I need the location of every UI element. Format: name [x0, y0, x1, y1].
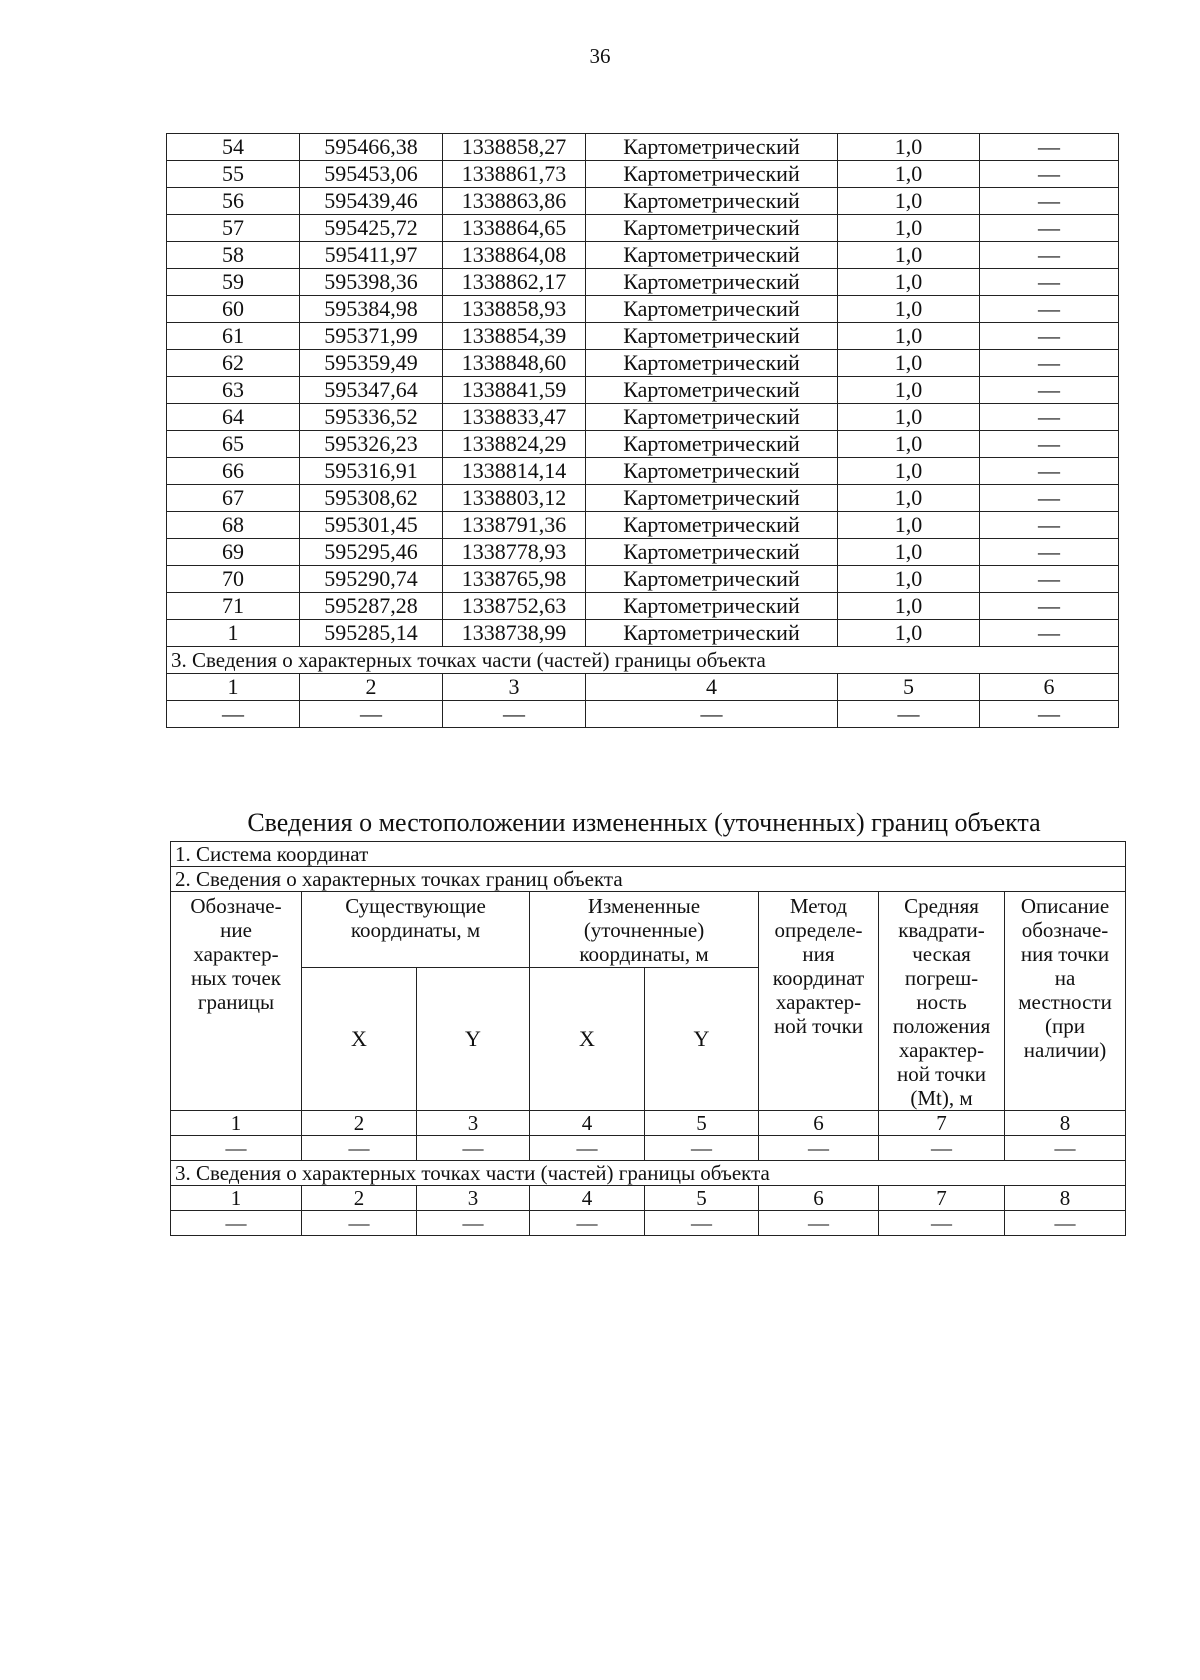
table-cell: 595301,45 [300, 512, 443, 539]
header-changed-coords [530, 892, 759, 968]
table-cell: — [980, 377, 1119, 404]
table-cell: 1,0 [838, 377, 980, 404]
table-cell: Картометрический [586, 350, 838, 377]
table-row [167, 215, 1119, 242]
table-row [167, 269, 1119, 296]
header-changed-x: X [530, 968, 645, 1111]
table-row [167, 242, 1119, 269]
header-mean-error [879, 892, 1005, 1111]
table-cell: — [980, 188, 1119, 215]
table-cell: 2 [302, 1186, 417, 1211]
table-row [167, 566, 1119, 593]
table-cell: — [879, 1136, 1005, 1161]
table-cell: 70 [167, 566, 300, 593]
table-cell: 64 [167, 404, 300, 431]
table-cell: — [980, 269, 1119, 296]
table-cell: 4 [530, 1186, 645, 1211]
table-cell: — [586, 701, 838, 728]
table-row [167, 323, 1119, 350]
table-cell: — [443, 701, 586, 728]
header-method-text: Метод определе- ния координат характер- ной точки [772, 894, 865, 1038]
table-cell: 7 [879, 1186, 1005, 1211]
table-cell: 595453,06 [300, 161, 443, 188]
table-cell: — [759, 1136, 879, 1161]
table-cell: 1,0 [838, 323, 980, 350]
table-cell: Картометрический [586, 242, 838, 269]
table-cell: 595384,98 [300, 296, 443, 323]
table-cell: 1338864,08 [443, 242, 586, 269]
table-cell: — [417, 1136, 530, 1161]
table-cell: 595439,46 [300, 188, 443, 215]
table-cell: 595398,36 [300, 269, 443, 296]
table-cell: 1338858,93 [443, 296, 586, 323]
table-cell: 1,0 [838, 512, 980, 539]
table-cell: 1338824,29 [443, 431, 586, 458]
table-cell: 1338861,73 [443, 161, 586, 188]
table-cell: 66 [167, 458, 300, 485]
table-cell: 1338862,17 [443, 269, 586, 296]
table-cell: 595295,46 [300, 539, 443, 566]
table-cell: — [980, 404, 1119, 431]
table-cell: — [980, 431, 1119, 458]
table-cell: 1,0 [838, 296, 980, 323]
table-cell: — [530, 1136, 645, 1161]
table-cell: 595411,97 [300, 242, 443, 269]
table-cell: 1338778,93 [443, 539, 586, 566]
table-cell: 5 [645, 1186, 759, 1211]
header-mean-error-text: Средняя квадрати- ческая погреш- ность положения характер- ной точки (Mt), м [892, 894, 991, 1110]
table-cell: Картометрический [586, 404, 838, 431]
table-cell: 7 [879, 1111, 1005, 1136]
table-cell: 1338814,14 [443, 458, 586, 485]
table-cell: Картометрический [586, 593, 838, 620]
table-cell: — [302, 1211, 417, 1236]
table-cell: 1338848,60 [443, 350, 586, 377]
page-number: 36 [589, 44, 611, 68]
table-cell: Картометрический [586, 269, 838, 296]
table-cell: 4 [530, 1111, 645, 1136]
table-cell: 2 [302, 1111, 417, 1136]
table-cell: 595466,38 [300, 134, 443, 161]
table-cell: 67 [167, 485, 300, 512]
section3-title: 3. Сведения о характерных точках части (частей) границы объекта [171, 1161, 1126, 1186]
table-cell: — [980, 134, 1119, 161]
section2-row [171, 867, 1126, 892]
table-cell: 1,0 [838, 404, 980, 431]
table-cell: 8 [1005, 1111, 1126, 1136]
table-row [167, 539, 1119, 566]
table-cell: 1 [167, 674, 300, 701]
table-cell: 595285,14 [300, 620, 443, 647]
table-cell: 57 [167, 215, 300, 242]
coordinate-system-label: 1. Система координат [171, 842, 1126, 867]
section2-title: 2. Сведения о характерных точках границ объекта [171, 867, 1126, 892]
table-cell: Картометрический [586, 377, 838, 404]
table-cell: — [302, 1136, 417, 1161]
table-cell: 1 [167, 620, 300, 647]
coordinates-table [166, 133, 1119, 728]
table-cell: 6 [759, 1186, 879, 1211]
table-cell: 3 [417, 1186, 530, 1211]
table-cell: — [980, 161, 1119, 188]
header-point-designation [171, 892, 302, 1111]
changed-boundaries-table [170, 841, 1126, 1236]
table-cell: — [300, 701, 443, 728]
table-cell: — [879, 1211, 1005, 1236]
table-cell: — [417, 1211, 530, 1236]
table-cell: Картометрический [586, 134, 838, 161]
table-cell: 1,0 [838, 350, 980, 377]
header-changed-y: Y [645, 968, 759, 1111]
table-cell: 1,0 [838, 539, 980, 566]
table-cell: Картометрический [586, 188, 838, 215]
table-cell: 5 [838, 674, 980, 701]
table-cell: Картометрический [586, 512, 838, 539]
table-cell: 1,0 [838, 242, 980, 269]
table-cell: 5 [645, 1111, 759, 1136]
table-row [167, 485, 1119, 512]
header-description [1005, 892, 1126, 1111]
table-cell: Картометрический [586, 296, 838, 323]
table-row [167, 188, 1119, 215]
table-cell: 1338833,47 [443, 404, 586, 431]
table-cell: — [980, 296, 1119, 323]
table-cell: 1 [171, 1111, 302, 1136]
table-cell: 1338858,27 [443, 134, 586, 161]
header-point-designation-text: Обозначе- ние характер- ных точек границы [190, 894, 282, 1014]
section3-title-row [167, 647, 1119, 674]
section3-dash-row [171, 1211, 1126, 1236]
header-description-text: Описание обозначе- ния точки на местности (при наличии) [1018, 894, 1112, 1062]
table-row [167, 161, 1119, 188]
table-cell: Картометрический [586, 161, 838, 188]
table-cell: 1,0 [838, 134, 980, 161]
table-cell: — [980, 566, 1119, 593]
table-cell: — [171, 1211, 302, 1236]
column-numbers-row [171, 1111, 1126, 1136]
table-cell: Картометрический [586, 620, 838, 647]
table-cell: — [759, 1211, 879, 1236]
coordinates-table-body [167, 134, 1119, 647]
table-cell: 1,0 [838, 215, 980, 242]
table-cell: Картометрический [586, 539, 838, 566]
table-cell: — [980, 215, 1119, 242]
table-cell: Картометрический [586, 566, 838, 593]
table-cell: — [838, 701, 980, 728]
table-cell: — [980, 242, 1119, 269]
table-cell: — [171, 1136, 302, 1161]
table-cell: — [980, 350, 1119, 377]
table-cell: 1338791,36 [443, 512, 586, 539]
table-row [167, 377, 1119, 404]
table-cell: — [167, 701, 300, 728]
table-cell: 1,0 [838, 485, 980, 512]
table-cell: 69 [167, 539, 300, 566]
table-cell: — [645, 1211, 759, 1236]
table-cell: 71 [167, 593, 300, 620]
table-cell: 60 [167, 296, 300, 323]
table-cell: 1338863,86 [443, 188, 586, 215]
table-cell: 1338864,65 [443, 215, 586, 242]
table-cell: — [980, 593, 1119, 620]
table-row [167, 296, 1119, 323]
table-cell: 595308,62 [300, 485, 443, 512]
header-row-1 [171, 892, 1126, 968]
table-cell: 63 [167, 377, 300, 404]
table-cell: 4 [586, 674, 838, 701]
table-cell: 1,0 [838, 161, 980, 188]
header-existing-x: X [302, 968, 417, 1111]
table-cell: 1338803,12 [443, 485, 586, 512]
table-cell: 61 [167, 323, 300, 350]
header-existing-coords [302, 892, 530, 968]
table-cell: 1,0 [838, 431, 980, 458]
table-cell: 2 [300, 674, 443, 701]
table-cell: 62 [167, 350, 300, 377]
table-cell: 1,0 [838, 620, 980, 647]
table-cell: 1338765,98 [443, 566, 586, 593]
table-row [167, 404, 1119, 431]
table-row [167, 134, 1119, 161]
table-cell: 6 [759, 1111, 879, 1136]
table-cell: — [980, 323, 1119, 350]
header-existing-y: Y [417, 968, 530, 1111]
table-cell: 595425,72 [300, 215, 443, 242]
table-row [167, 593, 1119, 620]
table-cell: 595290,74 [300, 566, 443, 593]
dash-row [171, 1136, 1126, 1161]
table-row [167, 512, 1119, 539]
table-cell: 8 [1005, 1186, 1126, 1211]
table-cell: 1338752,63 [443, 593, 586, 620]
table-cell: 65 [167, 431, 300, 458]
header-existing-coords-text: Существующие координаты, м [345, 894, 486, 942]
section3-title-row [171, 1161, 1126, 1186]
table-cell: 58 [167, 242, 300, 269]
table-cell: 3 [417, 1111, 530, 1136]
table-cell: — [980, 485, 1119, 512]
table-cell: 68 [167, 512, 300, 539]
coordinate-system-row [171, 842, 1126, 867]
table-cell: — [980, 620, 1119, 647]
table-cell: 595347,64 [300, 377, 443, 404]
table-cell: 6 [980, 674, 1119, 701]
table-cell: 1,0 [838, 458, 980, 485]
table-cell: 1338738,99 [443, 620, 586, 647]
table-row [167, 458, 1119, 485]
table-cell: 595316,91 [300, 458, 443, 485]
table-cell: 54 [167, 134, 300, 161]
table-cell: Картометрический [586, 215, 838, 242]
table-cell: — [530, 1211, 645, 1236]
table-cell: Картометрический [586, 431, 838, 458]
table-cell: Картометрический [586, 458, 838, 485]
table-cell: 1338841,59 [443, 377, 586, 404]
table-cell: 1,0 [838, 566, 980, 593]
table-cell: — [645, 1136, 759, 1161]
table-cell: 1 [171, 1186, 302, 1211]
table-cell: 1,0 [838, 188, 980, 215]
section3-dash-row [167, 701, 1119, 728]
table-cell: 595371,99 [300, 323, 443, 350]
header-changed-coords-text: Измененные (уточненные) координаты, м [579, 894, 709, 966]
section3-numbers-row [167, 674, 1119, 701]
table-cell: 56 [167, 188, 300, 215]
table-cell: Картометрический [586, 323, 838, 350]
table-cell: — [1005, 1211, 1126, 1236]
table-cell: — [980, 539, 1119, 566]
table-cell: 1,0 [838, 593, 980, 620]
section3-title: 3. Сведения о характерных точках части (частей) границы объекта [167, 647, 1119, 674]
table-cell: 55 [167, 161, 300, 188]
table-cell: 59 [167, 269, 300, 296]
section3-numbers-row [171, 1186, 1126, 1211]
changed-boundaries-title: Сведения о местоположении измененных (уточненных) границ объекта [247, 808, 1041, 837]
table-cell: — [980, 701, 1119, 728]
table-cell: Картометрический [586, 485, 838, 512]
table-cell: — [1005, 1136, 1126, 1161]
table-row [167, 350, 1119, 377]
table-cell: 595359,49 [300, 350, 443, 377]
table-cell: — [980, 458, 1119, 485]
table-cell: 595336,52 [300, 404, 443, 431]
table-cell: 3 [443, 674, 586, 701]
table-cell: 1338854,39 [443, 323, 586, 350]
table-cell: 1,0 [838, 269, 980, 296]
table-cell: 595287,28 [300, 593, 443, 620]
table-row [167, 431, 1119, 458]
table-row [167, 620, 1119, 647]
table-cell: — [980, 512, 1119, 539]
header-method [759, 892, 879, 1111]
table-cell: 595326,23 [300, 431, 443, 458]
